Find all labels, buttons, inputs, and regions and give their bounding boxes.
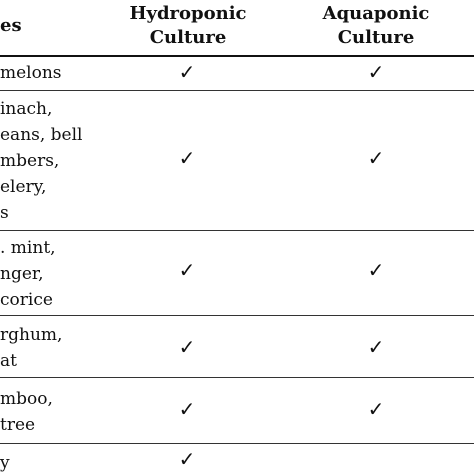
- header-aquaponic: [316, 2, 436, 50]
- header-hydroponic-line1: Hydroponic: [129, 3, 247, 24]
- row-3-hydroponic-check: ✓: [178, 258, 196, 282]
- row-divider-4: [0, 377, 474, 378]
- row-4-hydroponic-check: ✓: [178, 335, 196, 359]
- row-3-line-2: nger,: [0, 264, 44, 284]
- row-4-line-1: rghum,: [0, 325, 63, 345]
- row-2-line-2: eans, bell: [0, 125, 83, 145]
- row-5-aquaponic-check: ✓: [367, 397, 385, 421]
- header-first-column: es: [0, 15, 22, 36]
- row-divider-1: [0, 90, 474, 91]
- row-2-aquaponic-check: ✓: [367, 146, 385, 170]
- row-3-line-1: . mint,: [0, 238, 56, 258]
- row-4-aquaponic-check: ✓: [367, 335, 385, 359]
- row-2-line-5: s: [0, 203, 9, 223]
- row-3-aquaponic-check: ✓: [367, 258, 385, 282]
- header-divider: [0, 55, 474, 57]
- row-1-hydroponic-check: ✓: [178, 60, 196, 84]
- header-aquaponic-line1: Aquaponic: [322, 3, 430, 24]
- row-4-line-2: at: [0, 351, 17, 371]
- row-6-species: y: [0, 453, 10, 473]
- row-1-species: melons: [0, 63, 62, 83]
- row-2-line-3: mbers,: [0, 151, 60, 171]
- row-divider-5: [0, 443, 474, 444]
- row-2-line-1: inach,: [0, 99, 53, 119]
- row-2-line-4: elery,: [0, 177, 47, 197]
- row-5-hydroponic-check: ✓: [178, 397, 196, 421]
- row-6-hydroponic-check: ✓: [178, 447, 196, 471]
- header-aquaponic-line2: Culture: [337, 27, 415, 48]
- row-5-line-2: tree: [0, 415, 36, 435]
- row-divider-3: [0, 315, 474, 316]
- header-hydroponic-line2: Culture: [149, 27, 227, 48]
- row-2-hydroponic-check: ✓: [178, 146, 196, 170]
- row-divider-2: [0, 230, 474, 231]
- row-1-aquaponic-check: ✓: [367, 60, 385, 84]
- row-5-line-1: mboo,: [0, 389, 53, 409]
- header-hydroponic: [128, 2, 248, 50]
- row-3-line-3: corice: [0, 290, 53, 310]
